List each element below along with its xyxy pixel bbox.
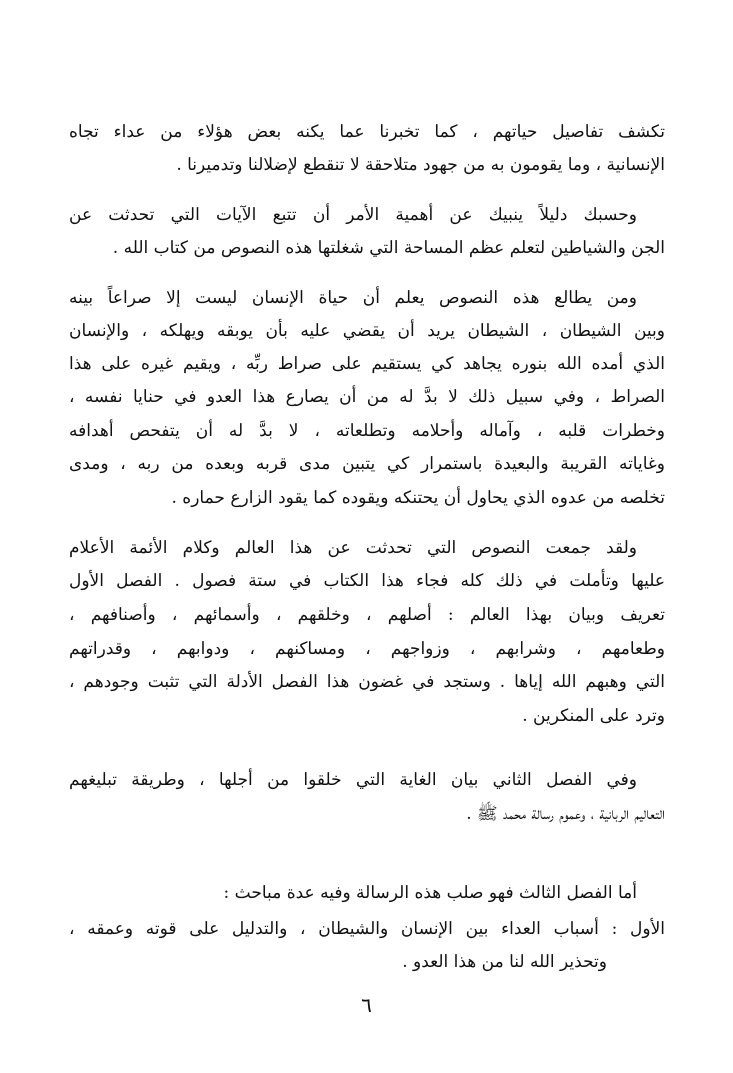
text-line: وتحذير الله لنا من هذا العدو .: [402, 952, 607, 972]
text-line: وخطرات قلبه ، وآماله وأحلامه وتطلعاته ، لا بدَّ له أن يتفحص أهدافه: [69, 421, 665, 441]
text-line: تكشف تفاصيل حياتهم ، كما تخبرنا عما يكنه بعض هؤلاء من عداء تجاه: [69, 122, 665, 142]
text-line: وبين الشيطان ، الشيطان يريد أن يقضي عليه بأن يوبقه ويهلكه ، والإنسان: [69, 321, 665, 341]
text-line: الإنسانية ، وما يقومون به من جهود متلاحقة لا تنقطع لإضلالنا وتدميرنا .: [176, 155, 665, 175]
text-line: الصراط ، وفي سبيل ذلك لا بدَّ له من أن يصارع هذا العدو في حنايا نفسه ،: [69, 387, 665, 407]
text-line: وغاياته القريبة والبعيدة باستمرار كي يتبين مدى قربه وبعده من ربه ، ومدى: [69, 454, 665, 474]
text-line: ولقد جمعت النصوص التي تحدثت عن هذا العالم وكلام الأئمة الأعلام: [69, 538, 637, 558]
page-number: ٦: [361, 993, 372, 1017]
text-line: تخلصه من عدوه الذي يحاول أن يحتنكه ويقوده كما يقود الزارع حماره .: [171, 488, 665, 508]
text-line: عليها وتأملت في ذلك كله فجاء هذا الكتاب في ستة فصول . الفصل الأول: [69, 571, 665, 591]
text-line: وحسبك دليلاً ينبيك عن أهمية الأمر أن تتبع الآيات التي تحدثت عن: [69, 205, 637, 225]
text-line: ومن يطالع هذه النصوص يعلم أن حياة الإنسان ليست إلا صراعاً بينه: [69, 288, 637, 308]
text-line: تعريف وبيان بهذا العالم : أصلهم ، وخلقهم ، وأسمائهم ، وأصنافهم ،: [69, 605, 665, 625]
text-line: أما الفصل الثالث فهو صلب هذه الرسالة وفيه عدة مباحث :: [223, 883, 637, 903]
text-line: وطعامهم ، وشرابهم ، وزواجهم ، ومساكنهم ، ودوابهم ، وقدراتهم: [69, 639, 665, 659]
text-line: وفي الفصل الثاني بيان الغاية التي خلقوا من أجلها ، وطريقة تبليغهم: [69, 770, 637, 790]
text-line: وترد على المنكرين .: [522, 706, 665, 726]
text-line: الأول : أسباب العداء بين الإنسان والشيطان ، والتدليل على قوته وعمقه ،: [69, 919, 665, 939]
text-line: التعاليم الربانية ، وعموم رسالة محمد ﷺ .: [466, 804, 665, 824]
text-line: الذي أمده الله بنوره يجاهد كي يستقيم على صراط ربِّه ، ويقيم غيره على هذا: [69, 354, 665, 374]
text-line: الجن والشياطين لتعلم عظم المساحة التي شغلتها هذه النصوص من كتاب الله .: [112, 238, 665, 258]
text-line: التي وهبهم الله إياها . وستجد في غضون هذا الفصل الأدلة التي تثبت وجودهم ،: [69, 672, 665, 692]
